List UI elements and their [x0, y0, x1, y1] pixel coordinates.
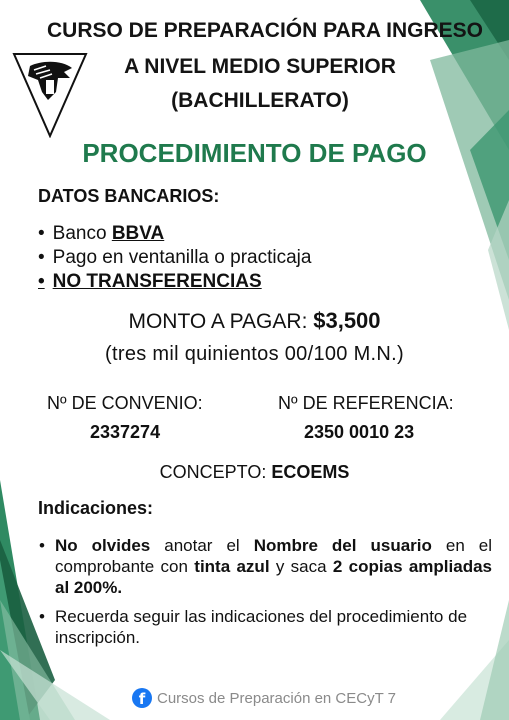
concepto-label: CONCEPTO: — [159, 462, 272, 482]
course-title-line1: CURSO DE PREPARACIÓN PARA INGRESO — [47, 19, 483, 42]
convenio-label: Nº DE CONVENIO: — [47, 393, 203, 413]
facebook-icon: f — [132, 688, 152, 708]
convenio-value: 2337274 — [90, 422, 161, 442]
emphasis-text: tinta azul — [194, 557, 270, 576]
amount-words: (tres mil quinientos 00/100 M.N.) — [105, 343, 404, 365]
footer-text: Cursos de Preparación en CECyT 7 — [157, 689, 397, 707]
list-item — [38, 222, 311, 246]
course-title-line2: A NIVEL MEDIO SUPERIOR — [124, 55, 396, 78]
body-text: Recuerda seguir las indicaciones del procedimiento de inscripción. — [55, 607, 468, 647]
bank-data-title: DATOS BANCARIOS: — [38, 186, 220, 206]
footer — [132, 688, 396, 708]
bullet: • — [39, 607, 45, 626]
body-text: y saca — [269, 557, 333, 576]
body-text: en el comprobante con — [55, 536, 493, 576]
eagle-emblem-icon — [12, 52, 88, 138]
emphasis-text: Nombre del usuario — [253, 536, 432, 555]
concepto-line — [0, 462, 509, 483]
emphasis-text: 2 copias ampliadas al 200%. — [55, 557, 492, 597]
list-item: • NO TRANSFERENCIAS — [38, 270, 311, 294]
amount-label: MONTO A PAGAR: — [128, 310, 314, 333]
course-title-line3: (BACHILLERATO) — [171, 89, 349, 112]
amount-line — [0, 308, 509, 334]
body-text: anotar el — [150, 536, 254, 555]
page-title: PROCEDIMIENTO DE PAGO — [82, 138, 427, 168]
list-item: • Pago en ventanilla o practicaja — [38, 246, 311, 270]
indicacion-item-2 — [39, 606, 492, 648]
bank-prefix: Banco — [52, 223, 112, 244]
indicacion-item-1 — [39, 535, 493, 598]
referencia-value: 2350 0010 23 — [304, 422, 415, 442]
concepto-value: ECOEMS — [271, 462, 350, 482]
indicaciones-title: Indicaciones: — [38, 498, 154, 518]
bullet: • — [39, 536, 45, 555]
bank-data-list — [38, 222, 311, 294]
emphasis-text: No olvides — [55, 536, 151, 555]
amount-value: $3,500 — [313, 308, 381, 333]
referencia-label: Nº DE REFERENCIA: — [278, 393, 454, 413]
bank-name: BBVA — [111, 223, 165, 244]
